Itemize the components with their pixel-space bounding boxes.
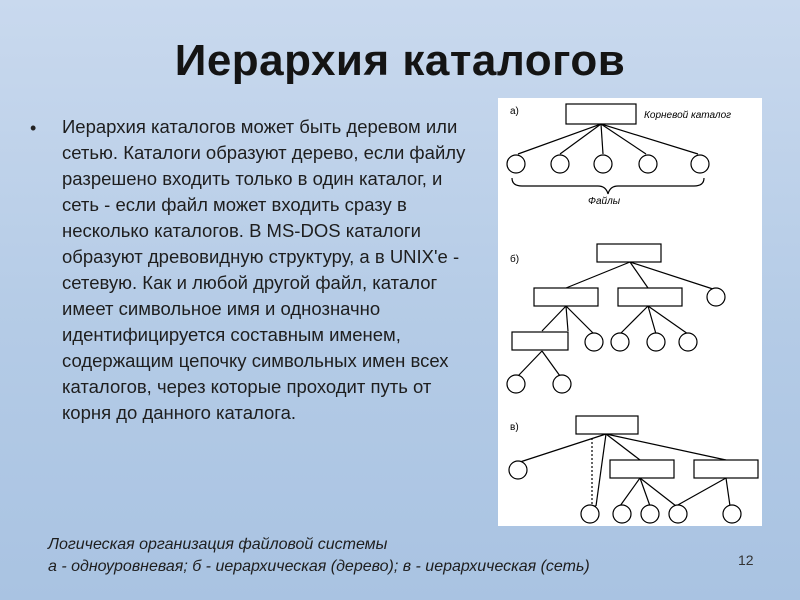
page-number: 12 (738, 552, 754, 568)
caption-line-2: а - одноуровневая; б - иерархическая (дерево); в - иерархическая (сеть) (48, 558, 590, 575)
label-b: б) (510, 254, 520, 265)
caption-line-1: Логическая организация файловой системы (48, 536, 388, 553)
directory-diagram (498, 98, 762, 526)
files-a (507, 155, 709, 173)
label-c: в) (510, 422, 519, 433)
edges-b (518, 262, 716, 376)
slide-title: Иерархия каталогов (174, 36, 626, 85)
files-label: Файлы (588, 196, 621, 207)
bullet-text: Иерархия каталогов может быть деревом или сетью. Каталоги образуют дерево, если файлу разрешено входить только в один каталог, и сеть - если файл может входить сразу в несколько каталогов. В MS-DOS каталоги образуют древовидную структуру, а в UNIX'е - сетевую. Как и любой другой файл, каталог имеет символьное имя и однозначно идентифицируется составным именем, содержащим цепочку символьных имен всех каталогов, через которые проходит путь от корня до данного каталога. (62, 116, 466, 423)
root-directory-a (566, 104, 636, 124)
files-brace (512, 178, 704, 194)
figure-caption (48, 534, 748, 578)
label-a: а) (510, 106, 519, 117)
edges-a (518, 124, 698, 154)
bullet-marker: • (30, 118, 37, 138)
root-directory-label: Корневой каталог (644, 110, 732, 121)
